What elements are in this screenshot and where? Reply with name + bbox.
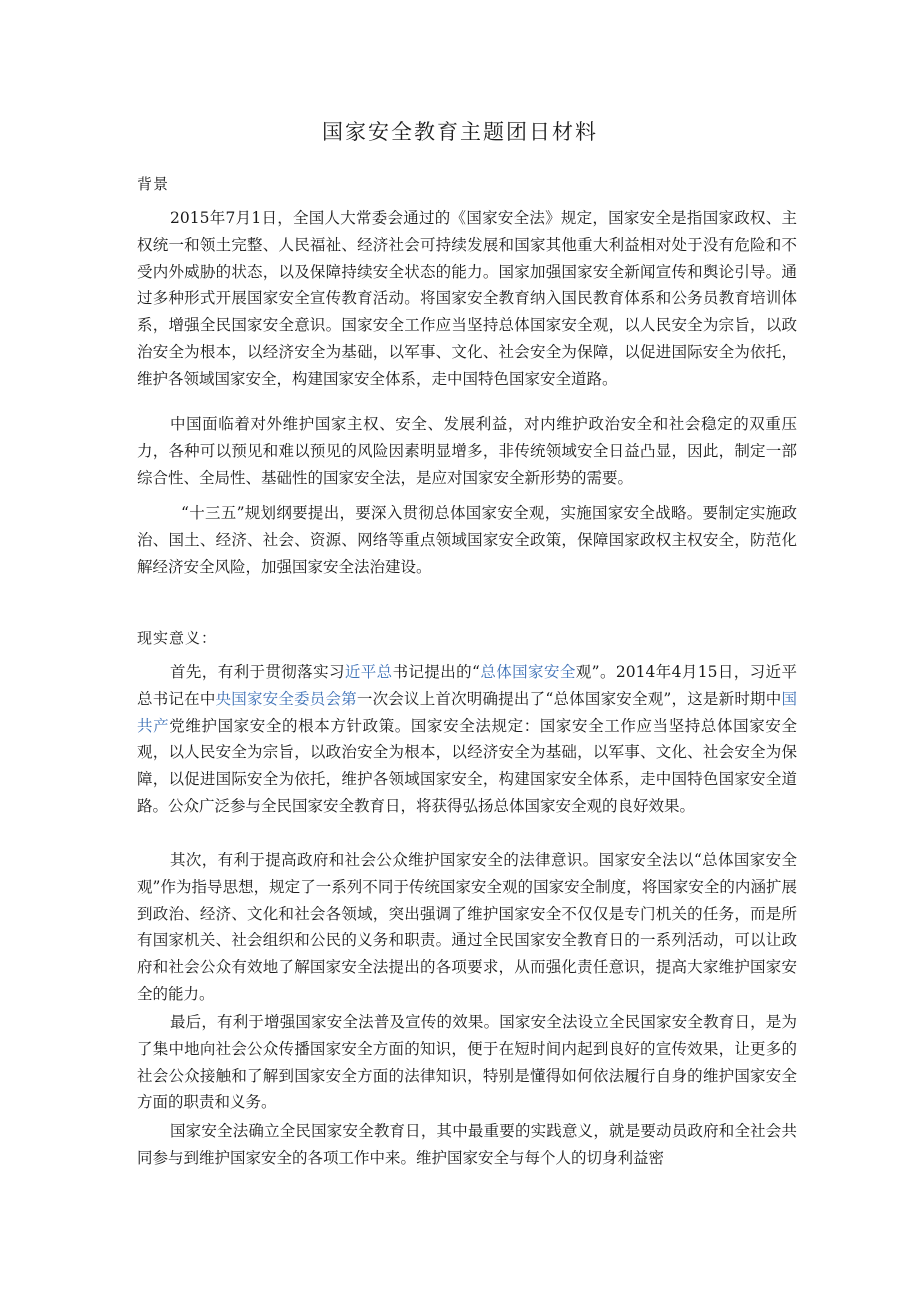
section-heading-significance: 现实意义： <box>137 629 218 647</box>
paragraph-law-definition: 2015年7月1日，全国人大常委会通过的《国家安全法》规定，国家安全是指国家政权、主权统一和领土完整、人民福祉、经济社会可持续发展和国家其他重大利益相对处于没有危险和不受内外威胁的状态，以及保障持续安全状态的能力。国家加强国家安全新闻宣传和舆论引导。通过多种形式开展国家安全宣传教育活动。将国家安全教育纳入国民教育体系和公务员教育培训体系，增强全民国家安全意识。国家安全工作应当坚持总体国家安全观，以人民安全为宗旨，以政治安全为根本，以经济安全为基础，以军事、文化、社会安全为保障，以促进国际安全为依托，维护各领域国家安全，构建国家安全体系，走中国特色国家安全道路。 <box>137 209 797 388</box>
p4-text-2: 书记提出的“ <box>392 663 480 681</box>
p4-text-3: 观”。2014年4月15日，习近平总书记在中 <box>137 663 797 708</box>
paragraph-pressure: 中国面临着对外维护国家主权、安全、发展利益，对内维护政治安全和社会稳定的双重压力，各种可以预见和难以预见的风险因素明显增多，非传统领域安全日益凸显，因此，制定一部综合性、全局性、基础性的国家安全法，是应对国家安全新形势的需要。 <box>137 415 797 487</box>
p4-link-4[interactable]: 国共产 <box>137 689 797 735</box>
paragraph-practical-meaning: 国家安全法确立全民国家安全教育日，其中最重要的实践意义，就是要动员政府和全社会共同参与到维护国家安全的各项工作中来。维护国家安全与每个人的切身利益密 <box>137 1122 797 1167</box>
paragraph-second-point: 其次，有利于提高政府和社会公众维护国家安全的法律意识。国家安全法以“总体国家安全观”作为指导思想，规定了一系列不同于传统国家安全观的国家安全制度，将国家安全的内涵扩展到政治、经济、文化和社会各领域，突出强调了维护国家安全不仅仅是专门机关的任务，而是所有国家机关、社会组织和公民的义务和职责。通过全民国家安全教育日的一系列活动，可以让政府和社会公众有效地了解国家安全法提出的各项要求，从而强化责任意识，提高大家维护国家安全的能力。 <box>137 851 797 1003</box>
p4-text-1: 首先，有利于贯彻落实习 <box>170 663 345 681</box>
p4-link-1[interactable]: 近平总 <box>344 663 393 681</box>
p4-text-5: 党维护国家安全的根本方针政策。国家安全法规定：国家安全工作应当坚持总体国家安全观，以人民安全为宗旨，以政治安全为根本，以经济安全为基础，以军事、文化、社会安全为保障，以促进国际安全为依托，维护各领域国家安全，构建国家安全体系，走中国特色国家安全道路。公众广泛参与全民国家安全教育日，将获得弘扬总体国家安全观的良好效果。 <box>137 716 797 815</box>
p4-text-4: 一次会议上首次明确提出了“总体国家安全观”，这是新时期中 <box>356 689 782 708</box>
document-title: 国家安全教育主题团日材料 <box>322 120 598 144</box>
paragraph-thirteenth-five-year-plan: “十三五”规划纲要提出，要深入贯彻总体国家安全观，实施国家安全战略。要制定实施政治、国土、经济、社会、资源、网络等重点领域国家安全政策，保障国家政权主权安全，防范化解经济安全风险，加强国家安全法治建设。 <box>137 504 797 576</box>
p4-link-2[interactable]: 总体国家安全 <box>479 663 576 681</box>
p4-link-3[interactable]: 央国家安全委员会第 <box>215 689 357 708</box>
paragraph-third-point: 最后，有利于增强国家安全法普及宣传的效果。国家安全法设立全民国家安全教育日，是为了集中地向社会公众传播国家安全方面的知识，便于在短时间内起到良好的宣传效果，让更多的社会公众接触和了解到国家安全方面的法律知识，特别是懂得如何依法履行自身的维护国家安全方面的职责和义务。 <box>137 1013 797 1112</box>
paragraph-first-point <box>137 659 797 820</box>
section-heading-background: 背景 <box>137 175 170 193</box>
